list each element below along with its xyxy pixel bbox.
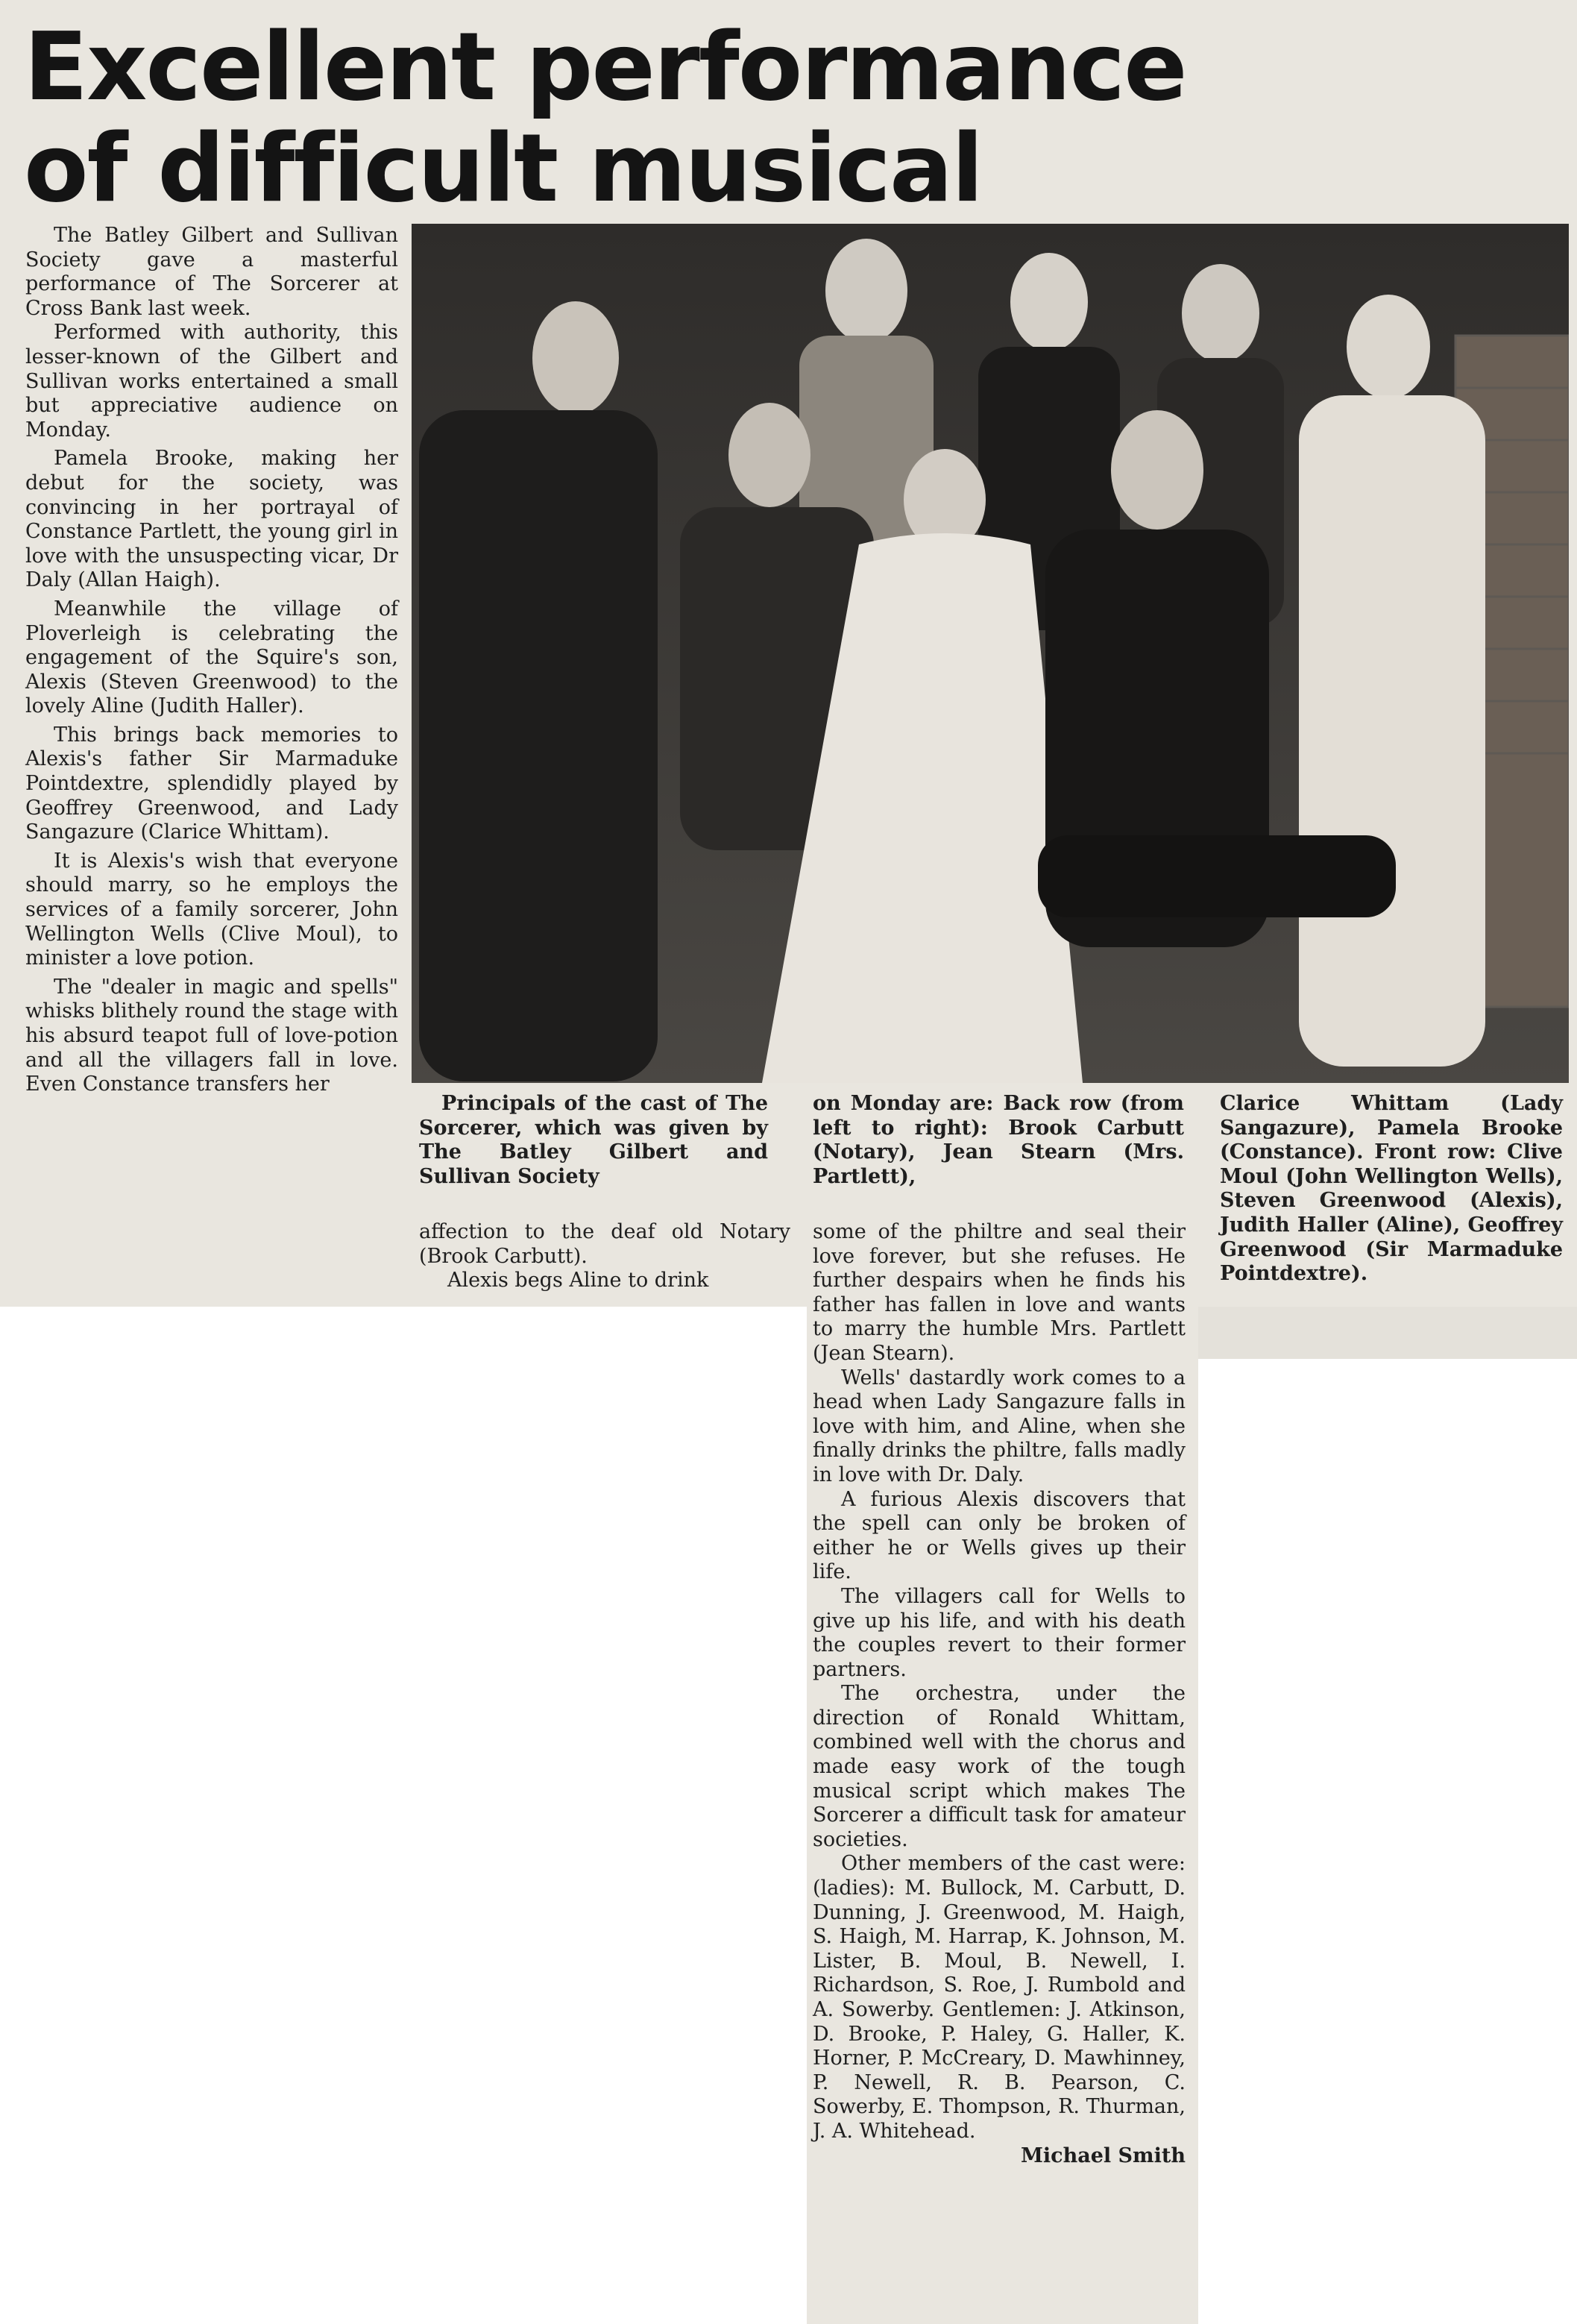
byline-line — [813, 2144, 1186, 2169]
paper-blank-lower-left — [0, 1307, 807, 2324]
paragraph: The "dealer in magic and spells" whisks blithely round the stage with his absurd teapot full of love-potion and all the villagers fall in love. Even Constance transfers her — [25, 975, 398, 1096]
paragraph: The orchestra, under the direction of Ronald Whittam, combined well with the chorus and made easy work of the tough musical script which makes The Sorcerer a difficult task for amateur societies. — [813, 1682, 1186, 1851]
article-column-3 — [813, 1220, 1186, 2168]
paragraph: The villagers call for Wells to give up his life, and with his death the couples revert to their former partners. — [813, 1584, 1186, 1681]
headline-line-1: Excellent performance — [24, 12, 1186, 122]
headline-line-2: of difficult musical — [24, 113, 983, 223]
caption-text: on Monday are: Back row (from left to right): Brook Carbutt (Notary), Jean Stearn (Mrs. Partlett), — [813, 1092, 1184, 1188]
byline: Michael Smith — [1021, 2144, 1186, 2167]
paragraph: affection to the deaf old Notary (Brook Carbutt). — [419, 1220, 790, 1268]
photo-caption-part-1 — [419, 1092, 768, 1189]
paragraph: some of the philtre and seal their love forever, but she refuses. He further despairs when he finds his father has fallen in love and wants to marry the humble Mrs. Partlett (Jean Stearn). — [813, 1220, 1186, 1365]
article-column-1 — [25, 224, 398, 1097]
caption-text: Clarice Whittam (Lady Sangazure), Pamela Brooke (Constance). Front row: Clive Moul (John Wellington Wells), Steven Greenwood (Alexis), Judith Haller (Aline), Geoffrey Greenwood (Sir Marmaduke Pointdextre). — [1220, 1092, 1563, 1286]
cast-photo — [412, 224, 1569, 1083]
headline — [24, 12, 1262, 223]
paragraph: Meanwhile the village of Ploverleigh is celebrating the engagement of the Squire's son, Alexis (Steven Greenwood) to the lovely Aline (Judith Haller). — [25, 597, 398, 718]
paragraph: Wells' dastardly work comes to a head when Lady Sangazure falls in love with him, and Aline, when she finally drinks the philtre, falls madly in love with Dr. Daly. — [813, 1366, 1186, 1486]
paper-blank-lower-right — [1198, 1359, 1577, 2324]
photo-caption-part-3 — [1220, 1092, 1563, 1287]
paragraph: The Batley Gilbert and Sullivan Society gave a masterful performance of The Sorcerer at Cross Bank last week. — [25, 224, 398, 320]
paragraph: Performed with authority, this lesser-known of the Gilbert and Sullivan works entertained a small but appreciative audience on Monday. — [25, 321, 398, 442]
photo-caption-part-2 — [813, 1092, 1184, 1189]
paragraph: This brings back memories to Alexis's father Sir Marmaduke Pointdextre, splendidly played by Geoffrey Greenwood, and Lady Sangazure (Clarice Whittam). — [25, 723, 398, 844]
article-column-2 — [419, 1220, 790, 1293]
paragraph: It is Alexis's wish that everyone should marry, so he employs the services of a family sorcerer, John Wellington Wells (Clive Moul), to minister a love potion. — [25, 849, 398, 970]
paragraph: A furious Alexis discovers that the spell can only be broken of either he or Wells gives up their life. — [813, 1487, 1186, 1584]
caption-text: Principals of the cast of The Sorcerer, which was given by The Batley Gilbert and Sullivan Society — [419, 1092, 768, 1188]
cast-photo-illustration — [412, 224, 1569, 1083]
paragraph: Pamela Brooke, making her debut for the society, was convincing in her portrayal of Constance Partlett, the young girl in love with the unsuspecting vicar, Dr Daly (Allan Haigh). — [25, 447, 398, 592]
paragraph: Other members of the cast were: (ladies): M. Bullock, M. Carbutt, D. Dunning, J. Greenwood, M. Haigh, S. Haigh, M. Harrap, K. Johnson, M. Lister, B. Moul, B. Newell, I. Richardson, S. Roe, J. Rumbold and A. Sowerby. Gentlemen: J. Atkinson, D. Brooke, P. Haley, G. Haller, K. Horner, P. McCreary, D. Mawhinney, P. Newell, R. B. Pearson, C. Sowerby, E. Thompson, R. Thurman, J. A. Whitehead. — [813, 1852, 1186, 2143]
paragraph: Alexis begs Aline to drink — [447, 1269, 709, 1293]
paper-right-strip — [1198, 1307, 1577, 1359]
